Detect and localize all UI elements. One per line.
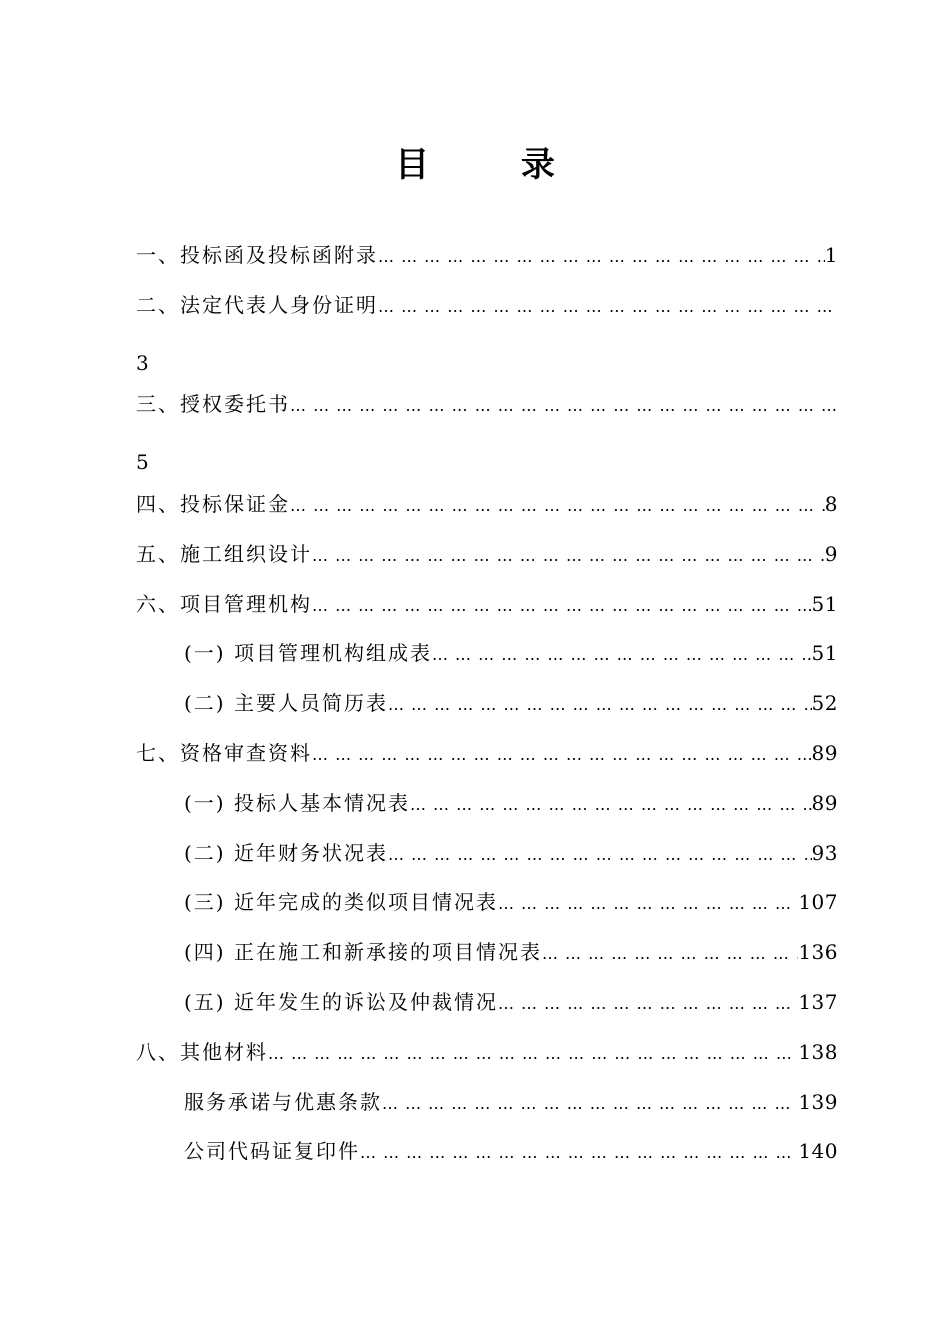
dot-leader bbox=[312, 546, 825, 565]
toc-entry-label: 三、授权委托书 bbox=[136, 392, 290, 417]
toc-entry[interactable] bbox=[136, 787, 838, 837]
toc-entry-page-number: 5 bbox=[136, 450, 149, 475]
toc-entry-label: 五、施工组织设计 bbox=[136, 541, 312, 566]
toc-entry-page-number: 52 bbox=[811, 691, 838, 716]
toc-entry-page-number: 137 bbox=[798, 989, 838, 1014]
toc-entry-label: 六、项目管理机构 bbox=[136, 591, 312, 616]
toc-entry-page-number: 89 bbox=[811, 790, 838, 815]
table-of-contents bbox=[136, 239, 838, 1185]
dot-leader bbox=[410, 795, 812, 814]
dot-leader bbox=[290, 496, 825, 515]
dot-leader bbox=[360, 1143, 798, 1162]
toc-entry[interactable] bbox=[136, 289, 838, 339]
toc-entry-label: (五) 近年发生的诉讼及仲裁情况 bbox=[184, 989, 498, 1014]
toc-entry-label: 二、法定代表人身份证明 bbox=[136, 292, 378, 317]
dot-leader bbox=[498, 894, 798, 913]
toc-entry[interactable] bbox=[136, 986, 838, 1036]
dot-leader bbox=[378, 297, 838, 316]
toc-entry-page-number: 51 bbox=[811, 641, 838, 666]
toc-entry[interactable] bbox=[136, 687, 838, 737]
toc-entry[interactable] bbox=[136, 637, 838, 687]
dot-leader bbox=[382, 1094, 798, 1113]
dot-leader bbox=[498, 994, 798, 1013]
toc-entry[interactable] bbox=[136, 737, 838, 787]
toc-entry-page-number: 51 bbox=[811, 591, 838, 616]
toc-entry-label: (四) 正在施工和新承接的项目情况表 bbox=[184, 940, 542, 965]
dot-leader bbox=[432, 645, 812, 664]
toc-entry[interactable] bbox=[136, 1135, 838, 1185]
toc-entry[interactable] bbox=[136, 886, 838, 936]
page-title: 目 录 bbox=[395, 145, 595, 185]
toc-entry-page-number: 93 bbox=[811, 840, 838, 865]
toc-entry-page-number: 138 bbox=[798, 1039, 838, 1064]
dot-leader bbox=[378, 247, 825, 266]
toc-entry-label: 八、其他材料 bbox=[136, 1039, 268, 1064]
toc-entry-page-number: 140 bbox=[798, 1139, 838, 1164]
toc-entry-label: (一) 项目管理机构组成表 bbox=[184, 641, 432, 666]
toc-entry-label: (二) 近年财务状况表 bbox=[184, 840, 388, 865]
toc-entry-label: 七、资格审查资料 bbox=[136, 740, 312, 765]
toc-entry-label: (二) 主要人员简历表 bbox=[184, 691, 388, 716]
toc-entry-page-number: 107 bbox=[798, 890, 838, 915]
toc-entry-label: 服务承诺与优惠条款 bbox=[184, 1089, 382, 1114]
dot-leader bbox=[290, 396, 838, 415]
toc-entry[interactable] bbox=[136, 239, 838, 289]
toc-entry-page-number: 8 bbox=[824, 491, 838, 516]
toc-entry-label: 一、投标函及投标函附录 bbox=[136, 243, 378, 267]
dot-leader bbox=[312, 596, 812, 615]
toc-entry-page-number: 9 bbox=[824, 541, 838, 566]
toc-entry[interactable] bbox=[136, 936, 838, 986]
toc-entry-page-number: 136 bbox=[798, 940, 838, 965]
dot-leader bbox=[542, 944, 798, 963]
dot-leader bbox=[388, 695, 812, 714]
toc-entry-page-number: 3 bbox=[136, 350, 149, 375]
toc-entry-page-number: 1 bbox=[824, 243, 838, 267]
toc-entry-label: 公司代码证复印件 bbox=[184, 1139, 360, 1164]
dot-leader bbox=[268, 1044, 798, 1063]
toc-entry[interactable] bbox=[136, 388, 838, 438]
toc-entry[interactable] bbox=[136, 1036, 838, 1086]
dot-leader bbox=[312, 745, 812, 764]
toc-entry[interactable] bbox=[136, 588, 838, 638]
toc-entry[interactable] bbox=[136, 1086, 838, 1136]
toc-entry-label: 四、投标保证金 bbox=[136, 491, 290, 516]
toc-entry-page-number: 139 bbox=[798, 1089, 838, 1114]
toc-entry-label: (三) 近年完成的类似项目情况表 bbox=[184, 890, 498, 915]
toc-entry-page-number: 89 bbox=[811, 740, 838, 765]
toc-entry[interactable] bbox=[136, 488, 838, 538]
toc-entry-label: (一) 投标人基本情况表 bbox=[184, 790, 410, 815]
toc-entry[interactable] bbox=[136, 837, 838, 887]
toc-entry[interactable] bbox=[136, 538, 838, 588]
dot-leader bbox=[388, 845, 812, 864]
